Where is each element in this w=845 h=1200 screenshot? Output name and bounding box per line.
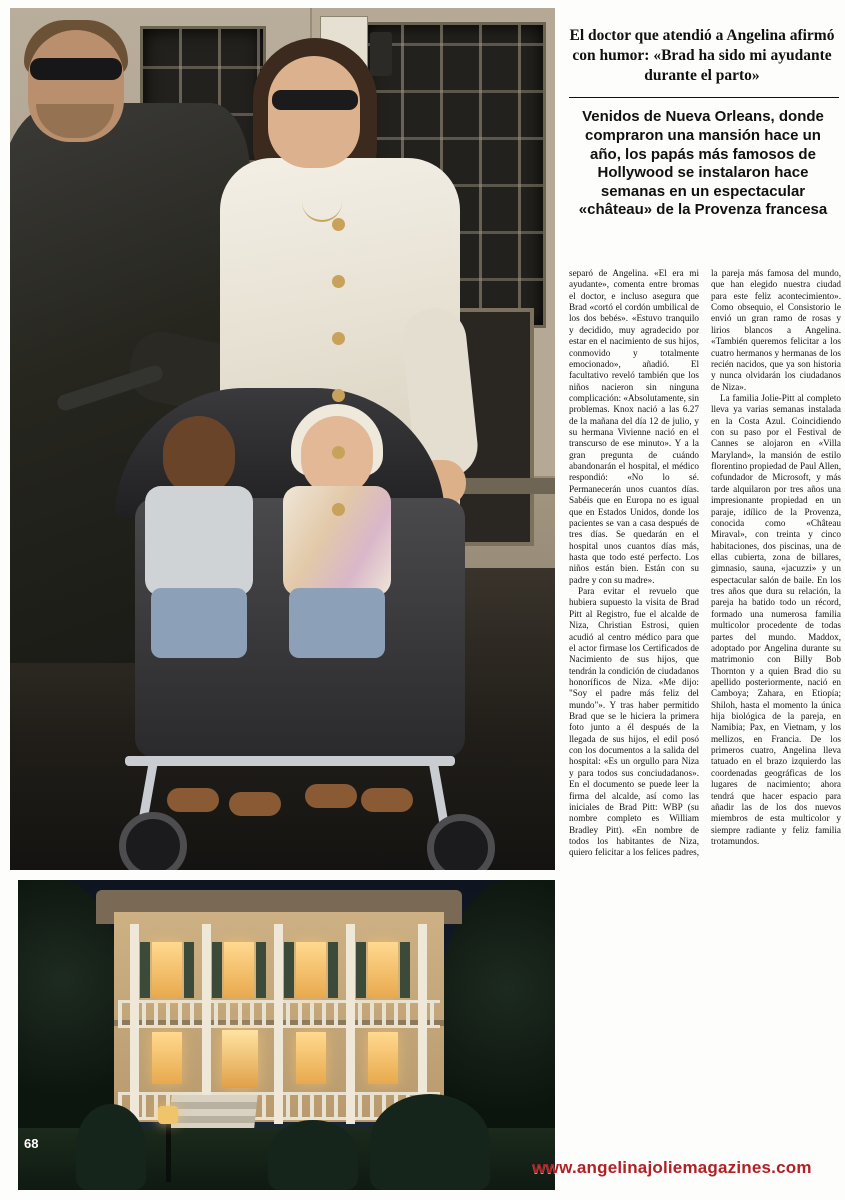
- lit-window: [368, 942, 398, 998]
- child-right-jeans: [289, 588, 385, 658]
- poster-figure: [370, 32, 392, 76]
- double-stroller: [105, 388, 525, 858]
- article-paragraph: separó de Angelina. «El era mi ayudante», comenta entre bromas el doctor, e incluso asegura que Brad «cortó el cordón umbilical de los dos bebés». «Estuvo tranquilo y decidido, muy agradecido por estar en el nacimiento de sus hijos, conmovido y totalmente emocionado», añadió. El facultativo reveló también que los niños nacieron sin ninguna complicación: «Absolutamente, sin problemas. Knox nació a las 6.27 de la mañana del día 12 de julio, y su hermana Vivienne nació en el transcurso de ese minuto». Y a la gran pregunta de cuándo abandonarán el hospital, el médico respondió: «No lo sé. Permanecerán unos cuantos días. Sabéis que en Europa no es igual que en Estados Unidos, donde los pacientes se van a casa después de tres días. Se quedarán en el hospital unos cuantos días más, hasta que todo esté perfecto. Los niños están bien. Están con su padre y con su madre».: [569, 268, 699, 585]
- window-shutter: [328, 942, 338, 998]
- shrub: [370, 1094, 490, 1190]
- porch-column: [202, 924, 211, 1124]
- shrub: [268, 1120, 358, 1190]
- photo-mansion: [18, 880, 555, 1190]
- photo-column: [10, 8, 555, 1190]
- lamp-head: [158, 1106, 178, 1124]
- text-column: [563, 0, 845, 1200]
- woman-face: [268, 56, 360, 168]
- photo-family-street: [10, 8, 555, 870]
- porch-column: [130, 924, 139, 1124]
- article-headline: El doctor que atendió a Angelina afirmó con humor: «Brad ha sido mi ayudante durante el parto»: [569, 27, 835, 84]
- porch-column: [346, 924, 355, 1124]
- lamp-post: [166, 1116, 171, 1182]
- child-left: [135, 416, 263, 656]
- stroller-frame-bar: [125, 756, 455, 766]
- shoe-left-2: [229, 792, 281, 816]
- window-shutter: [140, 942, 150, 998]
- porch-column: [274, 924, 283, 1124]
- watermark-url: www.angelinajoliemagazines.com: [532, 1158, 812, 1177]
- lit-window: [152, 942, 182, 998]
- window-shutter: [212, 942, 222, 998]
- article-paragraph: La familia Jolie-Pitt al completo lleva ya varias semanas instalada en la Costa Azul. Coincidiendo con su paso por el Festival de Cannes se alojaron en «Villa Maryland», la mansión de estilo florentino propiedad de Paul Allen, cofundador de Microsoft, y más tarde alquilaron por tres años una impresionante propiedad en un paraje, idílico de la Provenza, conocida como «Château Miraval», con treinta y cinco habitaciones, dos piscinas, una de ellas cubierta, zona de billares, gimnasio, sauna, «jacuzzi» y un espectacular salón de baile. En los tres años que dura su relación, la pareja ha batido todo un récord, formado una numerosa familia multicolor procedente de todas partes del mundo. Maddox, adoptado por Angelina durante su matrimonio con Billy Bob Thornton y a quien Brad dio su apellido posteriormente, nació en Camboya; Zahara, en Etiopía; Shiloh, hasta el momento la única hija biológica de la pareja, en Namibia; Pax, en Vietnam, y los mellizos, en Francia. De los primeros cuatro, Angelina lleva tatuado en el brazo izquierdo las coordenadas geográficas de los lugares de nacimiento; ahora tendrá que hacer espacio para añadir las de los dos nuevos miembros de esta multicolor y siempre radiante y feliz familia trotamundos.: [711, 392, 841, 846]
- stroller-wheel-front: [119, 812, 187, 870]
- lit-window-ground: [368, 1032, 398, 1084]
- front-door: [222, 1030, 258, 1088]
- lit-window-ground: [152, 1032, 182, 1084]
- window-shutter: [184, 942, 194, 998]
- shrub: [76, 1104, 146, 1190]
- page-number: 68: [24, 1136, 39, 1151]
- article-paragraph: Para evitar el revuelo que hubiera supuesto la visita de Brad Pitt al Registro, fue el alcalde de Niza, Christian Estrosi, quien acudió al centro médico para que el actor firmase los Certificados de Nacimiento de sus hijos, que tendrán la condición de ciudadanos honoríficos de Niza. «Me dijo: "Soy el padre más feliz del mundo"». Y tras haber permitido Brad que se le hiciera la primera foto junto a él después de la llegada de sus hijos, el edil posó con los documentos a la salida del hospital: «Es un orgullo para Niza y para todos sus conciudadanos». En el documento se puede leer la firma del alcalde, así como las iniciales de Brad Pitt: WBP (su nombre completo es William Bradley Pitt). «En nombre de todos los habitantes de Niza, quiero felicitar a los felices padres, la pareja más famosa del mundo, que han elegido nuestra ciudad para este feliz acontecimiento». Como obsequio, el Consistorio le envió un gran ramo de rosas y lirios blancos a Angelina. «También queremos felicitar a los cuatro hermanos y hermanas de los recién nacidos, que ya son historia y nunca olvidarán los ciudadanos de Niza».: [569, 268, 841, 858]
- article-body: [569, 268, 841, 1173]
- child-left-jeans: [151, 588, 247, 658]
- shirt-buttons: [332, 218, 346, 548]
- article-standfirst: Venidos de Nueva Orleans, donde compraron una mansión hace un año, los papás más famosos de Hollywood se instalaron hace semanas en un espectacular «château» de la Provenza francesa: [578, 108, 828, 219]
- shoe-right: [305, 784, 357, 808]
- headline-divider: [569, 97, 839, 98]
- child-left-face: [163, 416, 235, 496]
- shoe-right-2: [361, 788, 413, 812]
- lit-window-ground: [296, 1032, 326, 1084]
- window-shutter: [284, 942, 294, 998]
- window-shutter: [400, 942, 410, 998]
- window-shutter: [356, 942, 366, 998]
- child-left-clothes: [145, 486, 253, 596]
- lit-window: [224, 942, 254, 998]
- sunglasses-icon: [272, 90, 358, 110]
- stroller-wheel-rear: [427, 814, 495, 870]
- shoe-left: [167, 788, 219, 812]
- window-shutter: [256, 942, 266, 998]
- sunglasses-icon: [30, 58, 122, 80]
- lit-window: [296, 942, 326, 998]
